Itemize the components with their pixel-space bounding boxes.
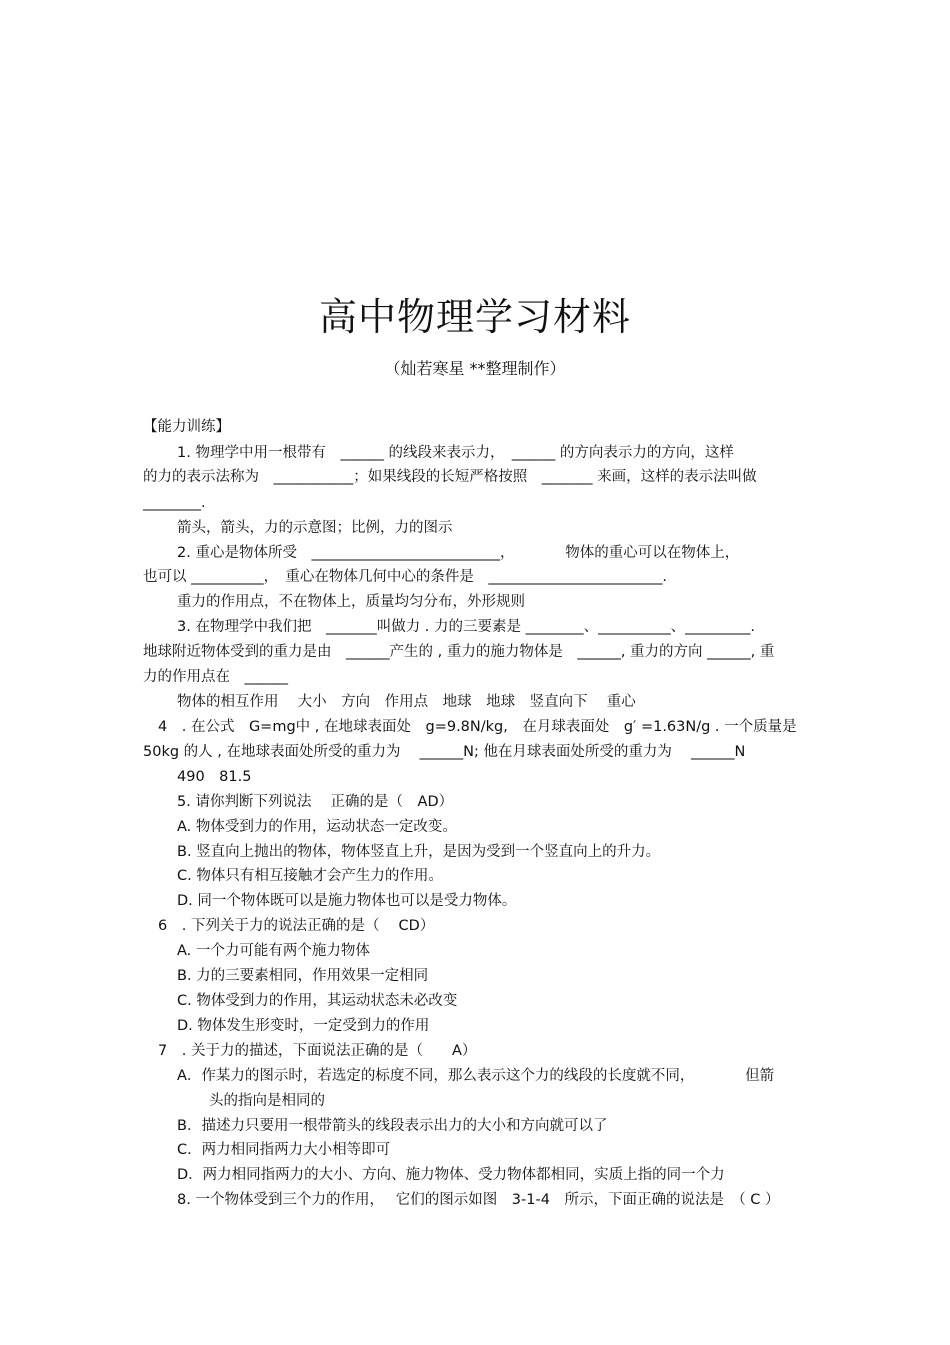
question-7-option-d: D．两力相同指两力的大小、方向、施力物体、受力物体都相同，实质上指的同一个力 — [177, 1167, 725, 1183]
answer-4: 490 81.5 — [177, 769, 252, 785]
question-5-option-d: D. 同一个物体既可以是施力物体也可以是受力物体。 — [177, 893, 517, 909]
question-5: 5. 请你判断下列说法 正确的是（ AD） — [177, 794, 454, 810]
page-title: 高中物理学习材料 — [318, 295, 631, 339]
question-6: 6 . 下列关于力的说法正确的是（ CD） — [158, 918, 435, 934]
page-subtitle: （灿若寒星 **整理制作） — [384, 359, 566, 378]
question-5-option-c: C. 物体只有相互接触才会产生力的作用。 — [177, 868, 443, 884]
question-6-option-b: B. 力的三要素相同，作用效果一定相同 — [177, 968, 429, 984]
question-5-option-a: A. 物体受到力的作用，运动状态一定改变。 — [177, 819, 457, 835]
question-8: 8. 一个物体受到三个力的作用， 它们的图示如图 3-1-4 所示，下面正确的说法是 （ C ） — [177, 1192, 780, 1208]
question-3-line-1: 3. 在物理学中我们把 _______叫做力 . 力的三要素是 ________、__________、_________. — [177, 619, 755, 635]
question-4-line-2: 50kg 的人 , 在地球表面处所受的重力为 ______N; 他在月球表面处所受的重力为 ______N — [143, 744, 746, 760]
answer-1: 箭头，箭头，力的示意图；比例，力的图示 — [177, 520, 453, 536]
question-7-option-b: B．描述力只要用一根带箭头的线段表示出力的大小和方向就可以了 — [177, 1118, 608, 1134]
question-7-option-a-line-2: 头的指向是相同的 — [209, 1093, 325, 1109]
question-5-option-b: B. 竖直向上抛出的物体，物体竖直上升，是因为受到一个竖直向上的升力。 — [177, 844, 661, 860]
question-3-line-3: 力的作用点在 ______ — [143, 669, 288, 685]
question-2-line-1: 2. 重心是物体所受 __________________________， 物体的重心可以在物体上， — [177, 545, 740, 561]
question-7-option-a-line-1: A．作某力的图示时，若选定的标度不同，那么表示这个力的线段的长度就不同， 但箭 — [177, 1068, 775, 1084]
question-1-line-1: 1. 物理学中用一根带有 ______ 的线段来表示力， ______ 的方向表示力的方向，这样 — [177, 445, 734, 461]
section-heading: 【能力训练】 — [143, 419, 230, 435]
question-4-line-1: 4 . 在公式 G=mg中 , 在地球表面处 g=9.8N/kg, 在月球表面处 g′ =1.63N/g . 一个质量是 — [158, 719, 797, 735]
answer-3: 物体的相互作用 大小 方向 作用点 地球 地球 竖直向下 重心 — [177, 694, 636, 710]
answer-2: 重力的作用点，不在物体上，质量均匀分布，外形规则 — [177, 594, 525, 610]
question-7: 7 . 关于力的描述，下面说法正确的是（ A） — [158, 1043, 477, 1059]
question-3-line-2: 地球附近物体受到的重力是由 ______产生的 , 重力的施力物体是 ______, 重力的方向 ______, 重 — [143, 644, 775, 660]
question-6-option-a: A. 一个力可能有两个施力物体 — [177, 943, 370, 959]
question-6-option-d: D. 物体发生形变时，一定受到力的作用 — [177, 1018, 430, 1034]
question-6-option-c: C. 物体受到力的作用，其运动状态未必改变 — [177, 993, 458, 1009]
question-1-line-3: ________. — [143, 495, 206, 511]
question-2-line-2: 也可以 __________， 重心在物体几何中心的条件是 ________________________. — [143, 569, 667, 585]
question-1-line-2: 的力的表示法称为 ___________；如果线段的长短严格按照 _______ 来画，这样的表示法叫做 — [143, 469, 757, 485]
question-7-option-c: C．两力相同指两力大小相等即可 — [177, 1142, 391, 1158]
